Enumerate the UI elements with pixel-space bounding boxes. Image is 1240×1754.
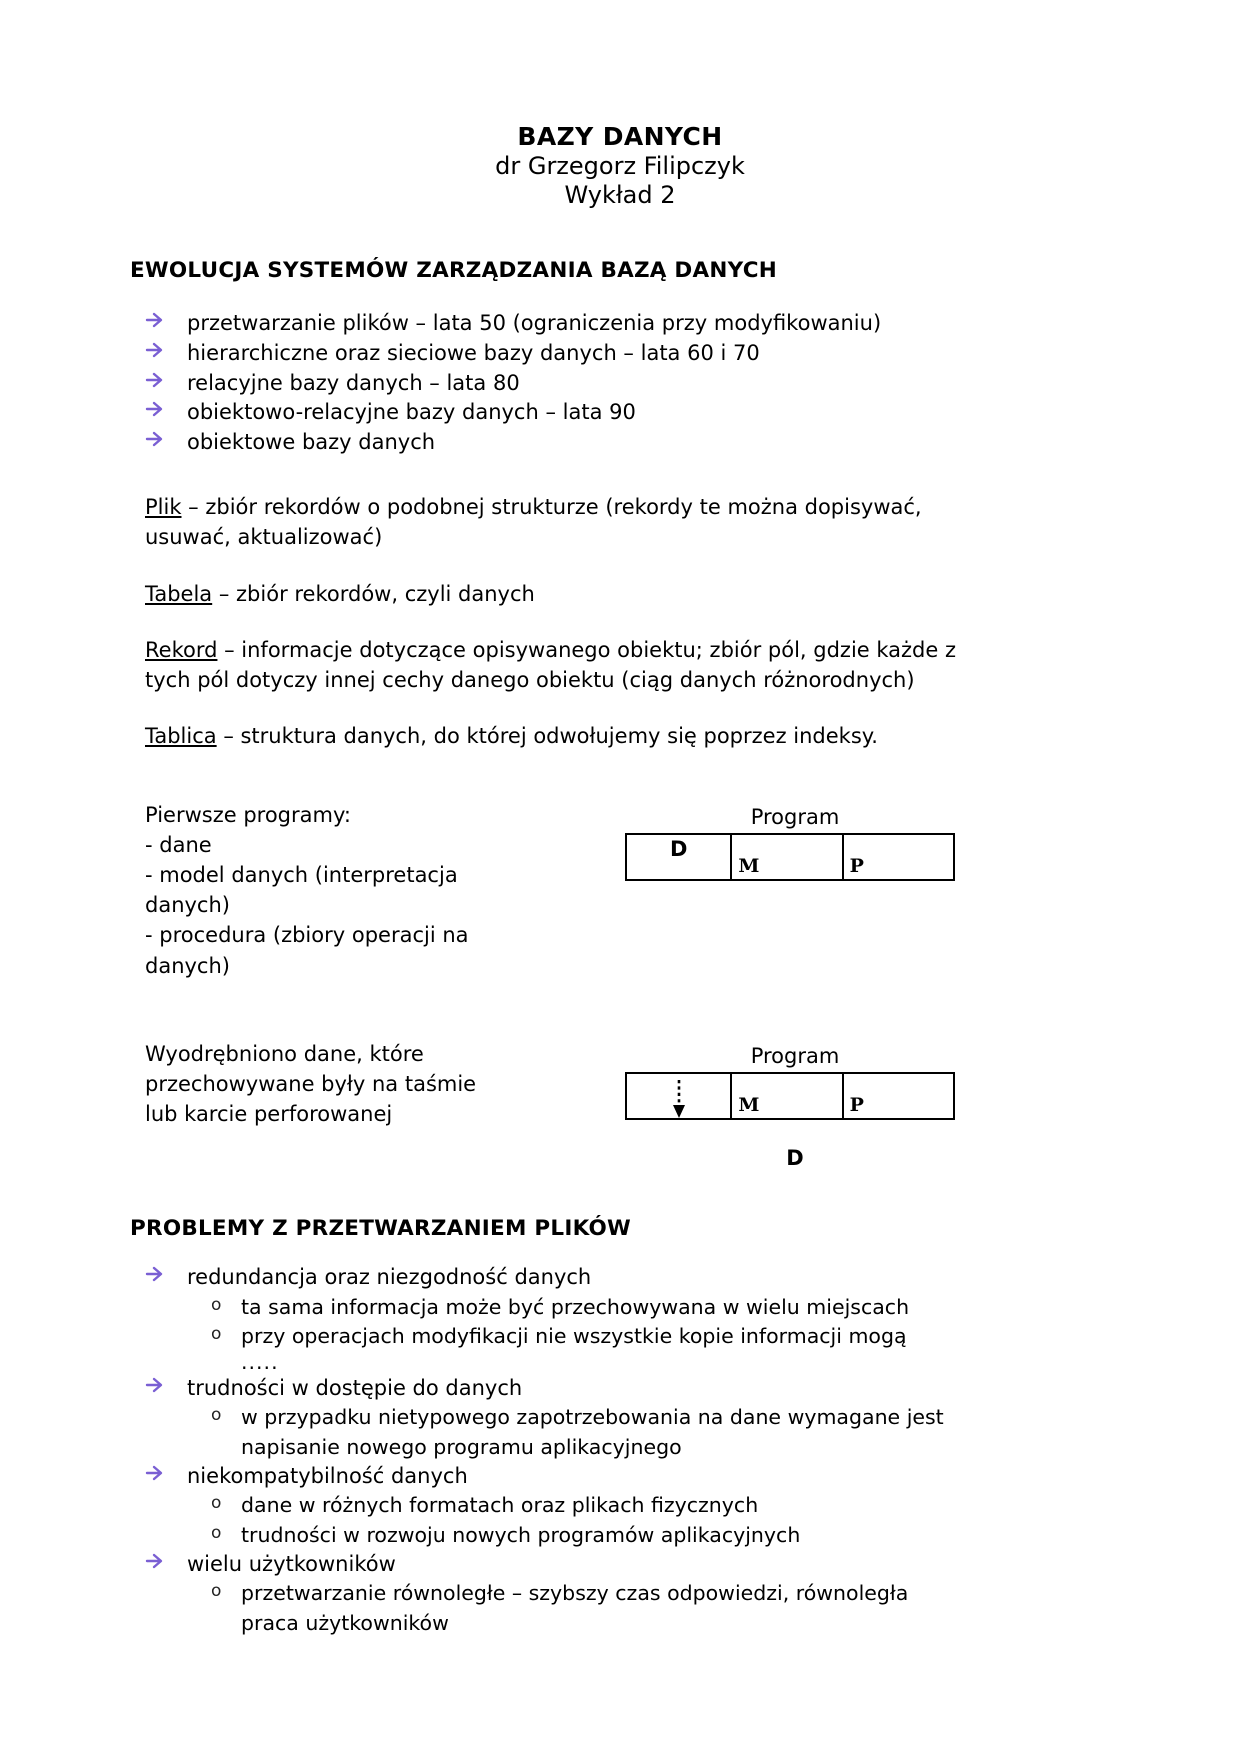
program-box: [625, 1072, 955, 1120]
diagram-caption: Program: [750, 804, 840, 829]
arrow-bullet-icon: [145, 1551, 171, 1569]
arrow-bullet-icon: [145, 1463, 171, 1481]
definition-text: – zbiór rekordów o podobnej strukturze (rekordy te można dopisywać, usuwać, aktualizować): [145, 495, 922, 550]
sub-list-item: [145, 1322, 1095, 1351]
sub-list-item-label: dane w różnych formatach oraz plikach fizycznych: [241, 1493, 759, 1518]
list-item: [145, 398, 1095, 428]
list-item: [145, 1374, 1095, 1404]
document-author: dr Grzegorz Filipczyk: [495, 151, 745, 180]
circle-bullet-icon: o: [211, 1294, 222, 1315]
definition-tabela: [145, 579, 975, 609]
diagram-text-line: - procedura (zbiory operacji na: [145, 923, 469, 948]
definition-tablica: [145, 721, 975, 751]
diagram-text-line: - model danych (interpretacja: [145, 862, 458, 887]
sub-list: [145, 1579, 1095, 1637]
arrow-bullet-icon: [145, 429, 171, 447]
diagram-text-line: przechowywane były na taśmie: [145, 1072, 477, 1097]
dotted-down-arrow-icon: [627, 1076, 730, 1120]
circle-bullet-icon: o: [211, 1323, 222, 1344]
sub-list-item-label: trudności w rozwoju nowych programów aplikacyjnych: [241, 1522, 801, 1547]
diagram-caption: Program: [750, 1043, 840, 1068]
sub-list-item: [145, 1491, 1095, 1520]
list-item: [145, 1263, 1095, 1293]
program-cell-procedure: P: [842, 835, 953, 879]
sub-list-item: [145, 1293, 1095, 1322]
diagram-description: [145, 1039, 575, 1130]
program-cell-data: [627, 1074, 730, 1118]
sub-list: [145, 1293, 1095, 1351]
section-heading-problems: PROBLEMY Z PRZETWARZANIEM PLIKÓW: [130, 1216, 632, 1241]
arrow-bullet-icon: [145, 370, 171, 388]
list-item-label: hierarchiczne oraz sieciowe bazy danych – lata 60 i 70: [187, 340, 760, 365]
program-box: [625, 833, 955, 881]
problems-list: [145, 1263, 1095, 1638]
definition-term: Tablica: [145, 724, 217, 749]
sub-list-item-label: przy operacjach modyfikacji nie wszystkie kopie informacji mogą: [241, 1323, 907, 1348]
sub-list-item-label-cont: napisanie nowego programu aplikacyjnego: [241, 1434, 682, 1459]
document-lecture-number: Wykład 2: [564, 180, 676, 209]
list-item: [145, 428, 1095, 458]
diagrams-block: [145, 800, 1095, 1171]
ellipsis-continuation: .....: [241, 1350, 279, 1375]
sub-list-item: [145, 1403, 1095, 1461]
list-item: [145, 1462, 1095, 1492]
sub-list-item-label-cont: praca użytkowników: [241, 1610, 449, 1635]
arrow-bullet-icon: [145, 1375, 171, 1393]
definition-term: Rekord: [145, 637, 218, 662]
list-item-label: obiektowo-relacyjne bazy danych – lata 90: [187, 400, 636, 425]
diagram-text-line: danych): [145, 953, 230, 978]
diagram-text-line: Wyodrębniono dane, które: [145, 1041, 424, 1066]
definition-plik: [145, 492, 975, 552]
sub-list-item-label: w przypadku nietypowego zapotrzebowania na dane wymagane jest: [241, 1405, 944, 1430]
definition-text: – struktura danych, do której odwołujemy się poprzez indeksy.: [216, 724, 878, 749]
circle-bullet-icon: o: [211, 1522, 222, 1543]
diagram-text-line: Pierwsze programy:: [145, 802, 351, 827]
diagram-text-line: lub karcie perforowanej: [145, 1102, 393, 1127]
list-item: [145, 1550, 1095, 1580]
list-item-label: trudności w dostępie do danych: [187, 1375, 523, 1400]
definition-text: – zbiór rekordów, czyli danych: [212, 581, 535, 606]
list-item: [145, 339, 1095, 369]
diagram-below-label: D: [786, 1146, 804, 1170]
list-item: [145, 309, 1095, 339]
diagram-text-line: - dane: [145, 832, 212, 857]
evolution-list: [145, 309, 1095, 458]
arrow-bullet-icon: [145, 310, 171, 328]
list-item-label: redundancja oraz niezgodność danych: [187, 1265, 592, 1289]
document-title-block: [145, 122, 1095, 210]
arrow-bullet-icon: [145, 340, 171, 358]
arrow-bullet-icon: [145, 1264, 171, 1282]
definition-term: Tabela: [145, 581, 213, 606]
sub-list-item-label: przetwarzanie równoległe – szybszy czas odpowiedzi, równoległa: [241, 1581, 909, 1606]
circle-bullet-icon: o: [211, 1405, 222, 1426]
program-cell-model: M: [730, 1074, 841, 1118]
diagram-figure-second: [625, 1039, 955, 1170]
list-item-label: przetwarzanie plików – lata 50 (ograniczenia przy modyfikowaniu): [187, 311, 882, 336]
list-item-label: niekompatybilność danych: [187, 1463, 468, 1488]
diagram-description: [145, 800, 575, 981]
arrow-bullet-icon: [145, 399, 171, 417]
sub-list-item: [145, 1521, 1095, 1550]
document-title: BAZY DANYCH: [517, 122, 723, 151]
diagram-text-line: danych): [145, 893, 230, 918]
program-cell-model: M: [730, 835, 841, 879]
diagram-row-second: [145, 1039, 1095, 1170]
definition-term: Plik: [145, 495, 182, 520]
diagram-row-first: [145, 800, 1095, 981]
section-heading-evolution: EWOLUCJA SYSTEMÓW ZARZĄDZANIA BAZĄ DANYCH: [130, 258, 777, 284]
definition-text: – informacje dotyczące opisywanego obiektu; zbiór pól, gdzie każde z tych pól dotyczy innej cechy danego obiektu (ciąg danych różnorodnych): [145, 637, 957, 693]
sub-list: [145, 1403, 1095, 1461]
definitions-block: [145, 492, 1095, 751]
program-cell-data: D: [669, 836, 688, 861]
list-item-label: relacyjne bazy danych – lata 80: [187, 370, 520, 395]
diagram-figure-first: [625, 800, 955, 881]
list-item-label: obiektowe bazy danych: [187, 430, 436, 455]
circle-bullet-icon: o: [211, 1493, 222, 1514]
definition-rekord: [145, 635, 975, 695]
circle-bullet-icon: o: [211, 1581, 222, 1602]
sub-list-item: [145, 1579, 1095, 1637]
sub-list: [145, 1491, 1095, 1549]
list-item-label: wielu użytkowników: [187, 1551, 396, 1576]
sub-list-item-label: ta sama informacja może być przechowywana w wielu miejscach: [241, 1294, 910, 1319]
list-item: [145, 369, 1095, 399]
program-cell-procedure: P: [842, 1074, 953, 1118]
